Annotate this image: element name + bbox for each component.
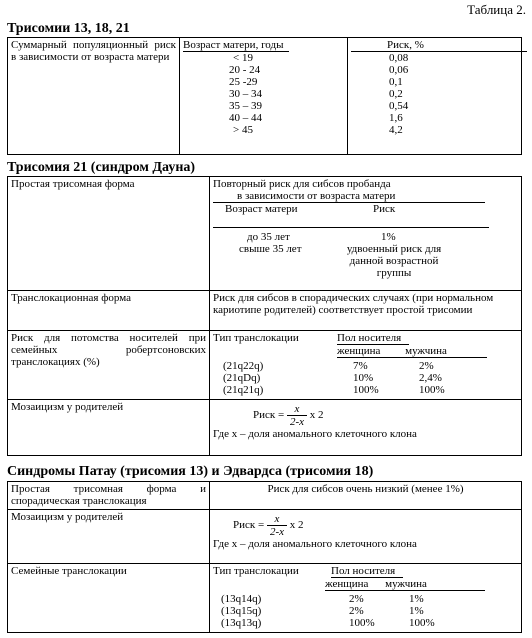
male-risk: 1% [409, 593, 424, 605]
translocation-type: (21qDq) [223, 372, 261, 384]
simple-trisomy-cell [210, 177, 522, 291]
translocation-type-header: Тип транслокации [213, 332, 299, 344]
age-list [183, 52, 344, 136]
male-risk: 2,4% [419, 372, 442, 384]
translocation-type: (21q21q) [223, 384, 264, 396]
risk-header: Риск, % [351, 39, 527, 52]
simple-sporadic-label: Простая трисомная форма и спорадическая транслокация [8, 482, 210, 510]
age-item: 30 – 34 [229, 88, 262, 100]
female-risk: 7% [353, 360, 368, 372]
male-risk: 2% [419, 360, 434, 372]
age-under-35: до 35 лет [247, 231, 290, 243]
mosaicism-note-patau: Где x – доля аномального клеточного клона [213, 538, 417, 550]
male-header-2: мужчина [385, 578, 427, 590]
risk-list [351, 52, 518, 136]
mosaicism-label-patau: Мозаицизм у родителей [8, 510, 210, 564]
translocation-type-header-2: Тип транслокации [213, 565, 299, 577]
robertsonian-cell [210, 331, 522, 400]
translocation-type: (21q22q) [223, 360, 264, 372]
robertsonian-label: Риск для потомства носителей при семейных робертсоновских транслокациях (%) [8, 331, 210, 400]
risk-item: 4,2 [389, 124, 403, 136]
very-low-risk-text: Риск для сибсов очень низкий (менее 1%) [210, 482, 522, 510]
age-header: Возраст матери, годы [183, 39, 289, 52]
translocation-type: (13q14q) [221, 593, 262, 605]
risk-item: 0,08 [389, 52, 409, 64]
age-item: < 19 [233, 52, 253, 64]
carrier-sex-header-2: Пол носителя [331, 565, 403, 578]
risk-item: 0,2 [389, 88, 403, 100]
carrier-sex-header: Пол носителя [337, 332, 409, 345]
simple-trisomy-label: Простая трисомная форма [8, 177, 210, 291]
repeat-risk-subtitle: в зависимости от возраста матери [213, 190, 485, 203]
risk-column [348, 38, 522, 155]
translocation-label: Транслокационная форма [8, 291, 210, 331]
table-row [213, 617, 518, 629]
family-translocations-cell [210, 564, 522, 633]
male-header: мужчина [405, 345, 447, 357]
age-item: 20 - 24 [229, 64, 261, 76]
mosaicism-cell-patau [210, 510, 522, 564]
female-risk: 100% [353, 384, 379, 396]
table-row [213, 605, 518, 617]
translocation-text: Риск для сибсов в спорадических случаях (при нормальном кариотипе родителей) соответствует простой трисомии [210, 291, 522, 331]
risk-formula-down: Риск = $\frac{x}{2-x}$ x 2 [253, 403, 324, 428]
age-item: 40 – 44 [229, 112, 262, 124]
age-item: > 45 [233, 124, 253, 136]
down-translocation-rows [213, 360, 518, 396]
risk-item: 0,1 [389, 76, 403, 88]
table-row [213, 593, 518, 605]
risk-over-35: удвоенный риск для данной возрастной группы [346, 243, 442, 279]
risk-item: 0,54 [389, 100, 409, 112]
male-risk: 100% [419, 384, 445, 396]
patau-translocation-rows [213, 593, 518, 629]
female-risk: 2% [349, 605, 364, 617]
age-over-35: свыше 35 лет [239, 243, 302, 255]
male-risk: 1% [409, 605, 424, 617]
female-header-2: женщина [325, 578, 369, 590]
age-column [180, 38, 348, 155]
population-risk-label: Суммарный популяционный риск в зависимости от возраста матери [8, 38, 180, 155]
risk-item: 0,06 [389, 64, 409, 76]
risk-under-35: 1% [381, 231, 396, 243]
translocation-type: (13q15q) [221, 605, 262, 617]
mosaicism-cell-down [210, 400, 522, 456]
table-patau-edwards [7, 481, 522, 633]
repeat-risk-title: Повторный риск для сибсов пробанда [213, 178, 391, 190]
mosaicism-note-down: Где x – доля аномального клеточного клона [213, 428, 417, 440]
table-down [7, 176, 522, 456]
table-trisomies [7, 37, 522, 155]
section-heading-patau-edwards: Синдромы Патау (трисомия 13) и Эдвардса (трисомия 18) [7, 464, 374, 479]
family-translocations-label: Семейные транслокации [8, 564, 210, 633]
section-heading-down: Трисомия 21 (синдром Дауна) [7, 160, 196, 175]
male-risk: 100% [409, 617, 435, 629]
table-row [213, 372, 518, 384]
age-item: 25 -29 [229, 76, 258, 88]
col-risk: Риск [373, 203, 396, 215]
table-row [213, 360, 518, 372]
section-heading-trisomies: Трисомии 13, 18, 21 [7, 21, 130, 36]
translocation-type: (13q13q) [221, 617, 262, 629]
mosaicism-label-down: Мозаицизм у родителей [8, 400, 210, 456]
table-label: Таблица 2. [467, 2, 526, 17]
female-risk: 10% [353, 372, 374, 384]
risk-formula-patau: Риск = $\frac{x}{2-x}$ x 2 [233, 513, 304, 538]
table-row [213, 384, 518, 396]
female-risk: 2% [349, 593, 364, 605]
female-header: женщина [337, 345, 381, 357]
col-mother-age: Возраст матери [225, 203, 298, 215]
age-item: 35 – 39 [229, 100, 262, 112]
risk-item: 1,6 [389, 112, 403, 124]
female-risk: 100% [349, 617, 375, 629]
